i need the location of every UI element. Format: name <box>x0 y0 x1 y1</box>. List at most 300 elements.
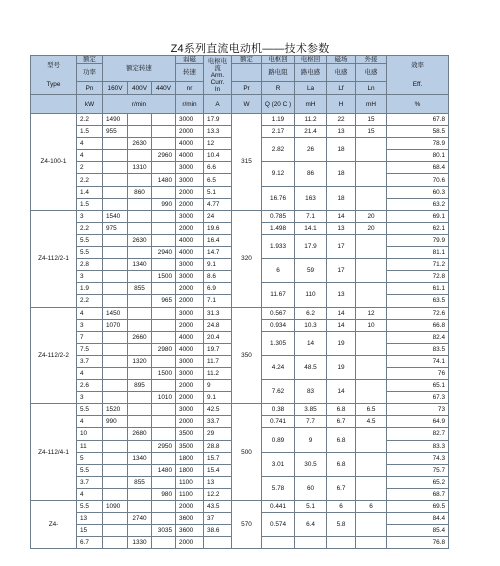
ext-inductance-cell <box>356 355 387 379</box>
power-cell: 5.5 <box>77 247 103 259</box>
speed-440-cell <box>152 259 176 271</box>
speed-160-cell <box>103 525 128 537</box>
current-cell: 8.6 <box>204 271 232 283</box>
weak-speed-cell: 4000 <box>176 234 204 246</box>
speed-400-cell: 855 <box>128 476 152 488</box>
units-model <box>31 95 77 114</box>
speed-160-cell <box>103 440 128 452</box>
efficiency-cell: 67.3 <box>387 392 449 404</box>
rated-power-cell: 315 <box>232 114 262 211</box>
speed-160-cell <box>103 537 128 549</box>
units-rated: W <box>232 95 262 114</box>
speed-160-cell <box>103 464 128 476</box>
arm-inductance-cell: 21.4 <box>295 126 327 138</box>
current-cell: 42.5 <box>204 404 232 416</box>
power-cell: 3 <box>77 210 103 222</box>
efficiency-cell: 74.3 <box>387 452 449 464</box>
field-inductance-cell: 19 <box>327 331 356 355</box>
power-cell: 2.2 <box>77 222 103 234</box>
efficiency-cell: 84.4 <box>387 513 449 525</box>
speed-440-cell <box>152 501 176 513</box>
field-inductance-cell: 13 <box>327 283 356 307</box>
power-cell: 13 <box>77 513 103 525</box>
arm-inductance-cell: 163 <box>295 186 327 210</box>
header-model: 型号 Type <box>31 56 77 95</box>
arm-inductance-cell: 30.5 <box>295 452 327 476</box>
resistance-cell: 0.89 <box>262 428 295 452</box>
header-speed-160: 160V <box>103 82 128 95</box>
current-cell: 28.8 <box>204 440 232 452</box>
arm-inductance-cell: 14 <box>295 331 327 355</box>
ext-inductance-cell <box>356 138 387 162</box>
resistance-cell: 2.82 <box>262 138 295 162</box>
power-cell: 10 <box>77 428 103 440</box>
speed-400-cell: 2630 <box>128 138 152 150</box>
speed-400-cell: 2660 <box>128 331 152 343</box>
speed-400-cell <box>128 174 152 186</box>
speed-440-cell: 990 <box>152 198 176 210</box>
header-speed-400: 400V <box>128 82 152 95</box>
speed-400-cell: 1330 <box>128 537 152 549</box>
current-cell: 24 <box>204 210 232 222</box>
speed-400-cell <box>128 307 152 319</box>
efficiency-cell: 80.1 <box>387 150 449 162</box>
header-speed-440: 440V <box>152 82 176 95</box>
arm-inductance-cell: 7.1 <box>295 210 327 222</box>
efficiency-cell: 78.9 <box>387 138 449 150</box>
resistance-cell: 2.17 <box>262 126 295 138</box>
ext-inductance-cell <box>356 234 387 258</box>
header-field-inductance: 磁场 <box>327 56 356 64</box>
field-inductance-cell: 14 <box>327 380 356 404</box>
speed-400-cell: 2740 <box>128 513 152 525</box>
ext-inductance-cell <box>356 537 387 549</box>
speed-440-cell <box>152 476 176 488</box>
field-inductance-cell: 6.8 <box>327 452 356 476</box>
header-ext-inductance-2: 电感 <box>356 64 387 82</box>
power-cell: 4 <box>77 138 103 150</box>
speed-400-cell <box>128 416 152 428</box>
current-cell: 13 <box>204 476 232 488</box>
power-cell: 6.7 <box>77 537 103 549</box>
speed-440-cell <box>152 416 176 428</box>
power-cell: 4 <box>77 367 103 379</box>
resistance-cell <box>262 537 295 549</box>
weak-speed-cell: 4000 <box>176 331 204 343</box>
speed-160-cell: 990 <box>103 416 128 428</box>
resistance-cell: 0.38 <box>262 404 295 416</box>
field-inductance-cell: 19 <box>327 355 356 379</box>
ext-inductance-cell <box>356 452 387 476</box>
arm-inductance-cell: 9 <box>295 428 327 452</box>
ext-inductance-cell <box>356 186 387 210</box>
weak-speed-cell: 2000 <box>176 319 204 331</box>
speed-160-cell: 1070 <box>103 319 128 331</box>
speed-160-cell: 1490 <box>103 114 128 126</box>
header-field-inductance-3: Lf <box>327 82 356 95</box>
table-row <box>31 114 449 126</box>
weak-speed-cell: 4000 <box>176 150 204 162</box>
power-cell: 11 <box>77 440 103 452</box>
ext-inductance-cell: 6 <box>356 501 387 513</box>
weak-speed-cell: 3000 <box>176 271 204 283</box>
speed-160-cell: 1520 <box>103 404 128 416</box>
efficiency-cell: 70.6 <box>387 174 449 186</box>
speed-440-cell <box>152 513 176 525</box>
speed-440-cell <box>152 331 176 343</box>
power-cell: 2.2 <box>77 295 103 307</box>
speed-160-cell <box>103 162 128 174</box>
resistance-cell: 1.305 <box>262 331 295 355</box>
weak-speed-cell: 3000 <box>176 307 204 319</box>
header-arm-inductance: 电枢回 <box>295 56 327 64</box>
current-cell: 43.5 <box>204 501 232 513</box>
resistance-cell: 11.67 <box>262 283 295 307</box>
resistance-cell: 4.24 <box>262 355 295 379</box>
weak-speed-cell: 2000 <box>176 295 204 307</box>
power-cell: 2 <box>77 162 103 174</box>
ext-inductance-cell: 6.5 <box>356 404 387 416</box>
ext-inductance-cell: 20 <box>356 222 387 234</box>
arm-inductance-cell: 6.4 <box>295 513 327 537</box>
weak-speed-cell: 3600 <box>176 513 204 525</box>
header-weak-field-3: nr <box>176 82 204 95</box>
efficiency-cell: 81.1 <box>387 247 449 259</box>
weak-speed-cell: 2000 <box>176 416 204 428</box>
current-cell: 24.8 <box>204 319 232 331</box>
table-row <box>31 404 449 416</box>
speed-160-cell <box>103 247 128 259</box>
table-row <box>31 307 449 319</box>
speed-440-cell <box>152 138 176 150</box>
ext-inductance-cell: 15 <box>356 114 387 126</box>
current-cell: 11.7 <box>204 355 232 367</box>
field-inductance-cell: 6.8 <box>327 428 356 452</box>
current-cell: 15.4 <box>204 464 232 476</box>
resistance-cell: 1.498 <box>262 222 295 234</box>
weak-speed-cell: 3000 <box>176 355 204 367</box>
speed-160-cell: 955 <box>103 126 128 138</box>
speed-400-cell <box>128 343 152 355</box>
arm-inductance-cell: 5.1 <box>295 501 327 513</box>
field-inductance-cell: 17 <box>327 234 356 258</box>
speed-160-cell <box>103 283 128 295</box>
efficiency-cell: 67.8 <box>387 114 449 126</box>
speed-440-cell: 2980 <box>152 343 176 355</box>
speed-400-cell <box>128 114 152 126</box>
efficiency-cell: 66.8 <box>387 319 449 331</box>
power-cell: 5 <box>77 452 103 464</box>
ext-inductance-cell: 12 <box>356 307 387 319</box>
speed-160-cell <box>103 380 128 392</box>
efficiency-cell: 82.7 <box>387 428 449 440</box>
efficiency-cell: 69.5 <box>387 501 449 513</box>
current-cell: 13.3 <box>204 126 232 138</box>
resistance-cell: 16.76 <box>262 186 295 210</box>
ext-inductance-cell <box>356 283 387 307</box>
header-efficiency: 效率 Eff. <box>387 56 449 95</box>
current-cell: 20.4 <box>204 331 232 343</box>
arm-inductance-cell: 7.7 <box>295 416 327 428</box>
weak-speed-cell: 2000 <box>176 392 204 404</box>
speed-160-cell <box>103 198 128 210</box>
current-cell: 37 <box>204 513 232 525</box>
speed-160-cell <box>103 452 128 464</box>
arm-inductance-cell: 14.1 <box>295 222 327 234</box>
speed-160-cell <box>103 355 128 367</box>
weak-speed-cell: 1800 <box>176 452 204 464</box>
speed-400-cell: 1340 <box>128 259 152 271</box>
speed-440-cell <box>152 452 176 464</box>
current-cell: 9.1 <box>204 392 232 404</box>
power-cell: 1.9 <box>77 283 103 295</box>
arm-inductance-cell: 59 <box>295 259 327 283</box>
efficiency-cell: 60.3 <box>387 186 449 198</box>
arm-inductance-cell: 48.5 <box>295 355 327 379</box>
speed-400-cell: 1310 <box>128 162 152 174</box>
power-cell: 5.5 <box>77 234 103 246</box>
weak-speed-cell: 2000 <box>176 380 204 392</box>
speed-440-cell <box>152 126 176 138</box>
weak-speed-cell: 3000 <box>176 259 204 271</box>
current-cell: 33.7 <box>204 416 232 428</box>
ext-inductance-cell: 20 <box>356 210 387 222</box>
ext-inductance-cell <box>356 380 387 404</box>
weak-speed-cell: 1800 <box>176 464 204 476</box>
speed-440-cell <box>152 162 176 174</box>
header-armature-current: 电枢电 流 Arm. Curr. In <box>204 56 232 95</box>
current-cell: 38.6 <box>204 525 232 537</box>
speed-160-cell <box>103 174 128 186</box>
field-inductance-cell: 22 <box>327 114 356 126</box>
speed-440-cell <box>152 380 176 392</box>
speed-440-cell <box>152 404 176 416</box>
speed-160-cell <box>103 513 128 525</box>
efficiency-cell: 83.5 <box>387 343 449 355</box>
speed-160-cell <box>103 271 128 283</box>
speed-160-cell <box>103 186 128 198</box>
speed-160-cell <box>103 392 128 404</box>
header-power: 额定 <box>77 56 103 64</box>
field-inductance-cell: 6.8 <box>327 404 356 416</box>
rated-power-cell: 500 <box>232 404 262 501</box>
speed-400-cell: 1320 <box>128 355 152 367</box>
units-arm-ind: mH <box>295 95 327 114</box>
speed-440-cell: 1500 <box>152 271 176 283</box>
speed-400-cell <box>128 525 152 537</box>
power-cell: 3 <box>77 392 103 404</box>
speed-160-cell: 1450 <box>103 307 128 319</box>
speed-440-cell <box>152 234 176 246</box>
resistance-cell: 1.933 <box>262 234 295 258</box>
speed-160-cell <box>103 488 128 500</box>
arm-inductance-cell: 26 <box>295 138 327 162</box>
units-resistance: Q (20 C ) <box>262 95 295 114</box>
speed-400-cell <box>128 150 152 162</box>
arm-inductance-cell: 110 <box>295 283 327 307</box>
field-inductance-cell: 13 <box>327 126 356 138</box>
current-cell: 16.4 <box>204 234 232 246</box>
power-cell: 4 <box>77 150 103 162</box>
current-cell: 6.6 <box>204 162 232 174</box>
current-cell: 14.7 <box>204 247 232 259</box>
speed-440-cell: 980 <box>152 488 176 500</box>
current-cell <box>204 537 232 549</box>
efficiency-cell: 63.5 <box>387 295 449 307</box>
power-cell: 2.8 <box>77 259 103 271</box>
efficiency-cell: 68.7 <box>387 488 449 500</box>
speed-440-cell <box>152 114 176 126</box>
resistance-cell: 3.01 <box>262 452 295 476</box>
speed-440-cell <box>152 222 176 234</box>
arm-inductance-cell: 60 <box>295 476 327 500</box>
weak-speed-cell: 1100 <box>176 488 204 500</box>
field-inductance-cell: 18 <box>327 138 356 162</box>
power-cell: 5.5 <box>77 501 103 513</box>
speed-400-cell <box>128 464 152 476</box>
power-cell: 1.5 <box>77 198 103 210</box>
efficiency-cell: 85.4 <box>387 525 449 537</box>
power-cell: 1.5 <box>77 126 103 138</box>
power-cell: 4 <box>77 488 103 500</box>
speed-160-cell <box>103 428 128 440</box>
efficiency-cell: 61.1 <box>387 283 449 295</box>
current-cell: 29 <box>204 428 232 440</box>
efficiency-cell: 68.4 <box>387 162 449 174</box>
arm-inductance-cell: 11.2 <box>295 114 327 126</box>
current-cell: 6.5 <box>204 174 232 186</box>
power-cell: 5.5 <box>77 404 103 416</box>
speed-400-cell: 860 <box>128 186 152 198</box>
table-body <box>31 114 449 549</box>
efficiency-cell: 79.9 <box>387 234 449 246</box>
speed-400-cell: 895 <box>128 380 152 392</box>
speed-440-cell <box>152 355 176 367</box>
weak-speed-cell: 3000 <box>176 162 204 174</box>
speed-400-cell <box>128 271 152 283</box>
current-cell: 19.7 <box>204 343 232 355</box>
power-cell: 3 <box>77 319 103 331</box>
power-cell: 4 <box>77 416 103 428</box>
power-cell: 15 <box>77 525 103 537</box>
weak-speed-cell: 2000 <box>176 222 204 234</box>
field-inductance-cell: 6 <box>327 501 356 513</box>
arm-inductance-cell: 17.9 <box>295 234 327 258</box>
ext-inductance-cell <box>356 513 387 537</box>
power-cell: 5.5 <box>77 464 103 476</box>
efficiency-cell: 76 <box>387 367 449 379</box>
ext-inductance-cell <box>356 162 387 186</box>
speed-400-cell <box>128 501 152 513</box>
rated-power-cell: 320 <box>232 210 262 307</box>
resistance-cell: 5.78 <box>262 476 295 500</box>
resistance-cell: 9.12 <box>262 162 295 186</box>
header-power-2: 功率 <box>77 64 103 82</box>
efficiency-cell: 71.2 <box>387 259 449 271</box>
power-cell: 2.2 <box>77 114 103 126</box>
power-cell: 2.2 <box>77 174 103 186</box>
speed-440-cell: 1010 <box>152 392 176 404</box>
efficiency-cell: 83.3 <box>387 440 449 452</box>
header-arm-resistance-2: 路电阻 <box>262 64 295 82</box>
header-arm-resistance-3: R <box>262 82 295 95</box>
speed-400-cell: 855 <box>128 283 152 295</box>
efficiency-cell: 65.1 <box>387 380 449 392</box>
weak-speed-cell: 3000 <box>176 114 204 126</box>
speed-400-cell <box>128 367 152 379</box>
current-cell: 17.9 <box>204 114 232 126</box>
efficiency-cell: 72.8 <box>387 271 449 283</box>
header-weak-field: 弱磁 <box>176 56 204 64</box>
resistance-cell: 0.441 <box>262 501 295 513</box>
speed-440-cell: 2960 <box>152 150 176 162</box>
efficiency-cell: 58.5 <box>387 126 449 138</box>
speed-160-cell <box>103 138 128 150</box>
current-cell: 9 <box>204 380 232 392</box>
speed-440-cell <box>152 319 176 331</box>
speed-440-cell: 1500 <box>152 367 176 379</box>
speed-400-cell <box>128 210 152 222</box>
speed-160-cell: 1540 <box>103 210 128 222</box>
header-field-inductance-2: 电感 <box>327 64 356 82</box>
current-cell: 10.4 <box>204 150 232 162</box>
units-ext-ind: mH <box>356 95 387 114</box>
speed-160-cell <box>103 343 128 355</box>
weak-speed-cell: 2000 <box>176 126 204 138</box>
arm-inductance-cell: 6.2 <box>295 307 327 319</box>
weak-speed-cell: 1100 <box>176 476 204 488</box>
resistance-cell: 0.574 <box>262 513 295 537</box>
weak-speed-cell: 2000 <box>176 537 204 549</box>
weak-speed-cell: 4000 <box>176 343 204 355</box>
efficiency-cell: 63.2 <box>387 198 449 210</box>
units-power: kW <box>77 95 103 114</box>
speed-400-cell <box>128 247 152 259</box>
power-cell: 3.7 <box>77 355 103 367</box>
power-cell: 3 <box>77 271 103 283</box>
power-cell: 3.7 <box>77 476 103 488</box>
speed-400-cell <box>128 126 152 138</box>
model-cell: Z4-112/2-2 <box>31 307 77 404</box>
speed-400-cell <box>128 319 152 331</box>
field-inductance-cell: 14 <box>327 319 356 331</box>
current-cell: 11.2 <box>204 367 232 379</box>
speed-440-cell <box>152 210 176 222</box>
speed-160-cell <box>103 150 128 162</box>
resistance-cell: 0.741 <box>262 416 295 428</box>
efficiency-cell: 69.1 <box>387 210 449 222</box>
resistance-cell: 7.62 <box>262 380 295 404</box>
speed-440-cell: 1480 <box>152 174 176 186</box>
efficiency-cell: 75.7 <box>387 464 449 476</box>
weak-speed-cell: 4000 <box>176 138 204 150</box>
current-cell: 15.7 <box>204 452 232 464</box>
current-cell: 4.77 <box>204 198 232 210</box>
units-speed: r/min <box>103 95 176 114</box>
weak-speed-cell: 2000 <box>176 501 204 513</box>
units-eff: % <box>387 95 449 114</box>
power-cell: 2.6 <box>77 380 103 392</box>
field-inductance-cell: 13 <box>327 222 356 234</box>
speed-400-cell <box>128 440 152 452</box>
header-arm-inductance-3: La <box>295 82 327 95</box>
speed-160-cell <box>103 331 128 343</box>
weak-speed-cell: 3000 <box>176 367 204 379</box>
weak-speed-cell: 2000 <box>176 198 204 210</box>
speed-400-cell <box>128 295 152 307</box>
current-cell: 7.1 <box>204 295 232 307</box>
efficiency-cell: 62.1 <box>387 222 449 234</box>
